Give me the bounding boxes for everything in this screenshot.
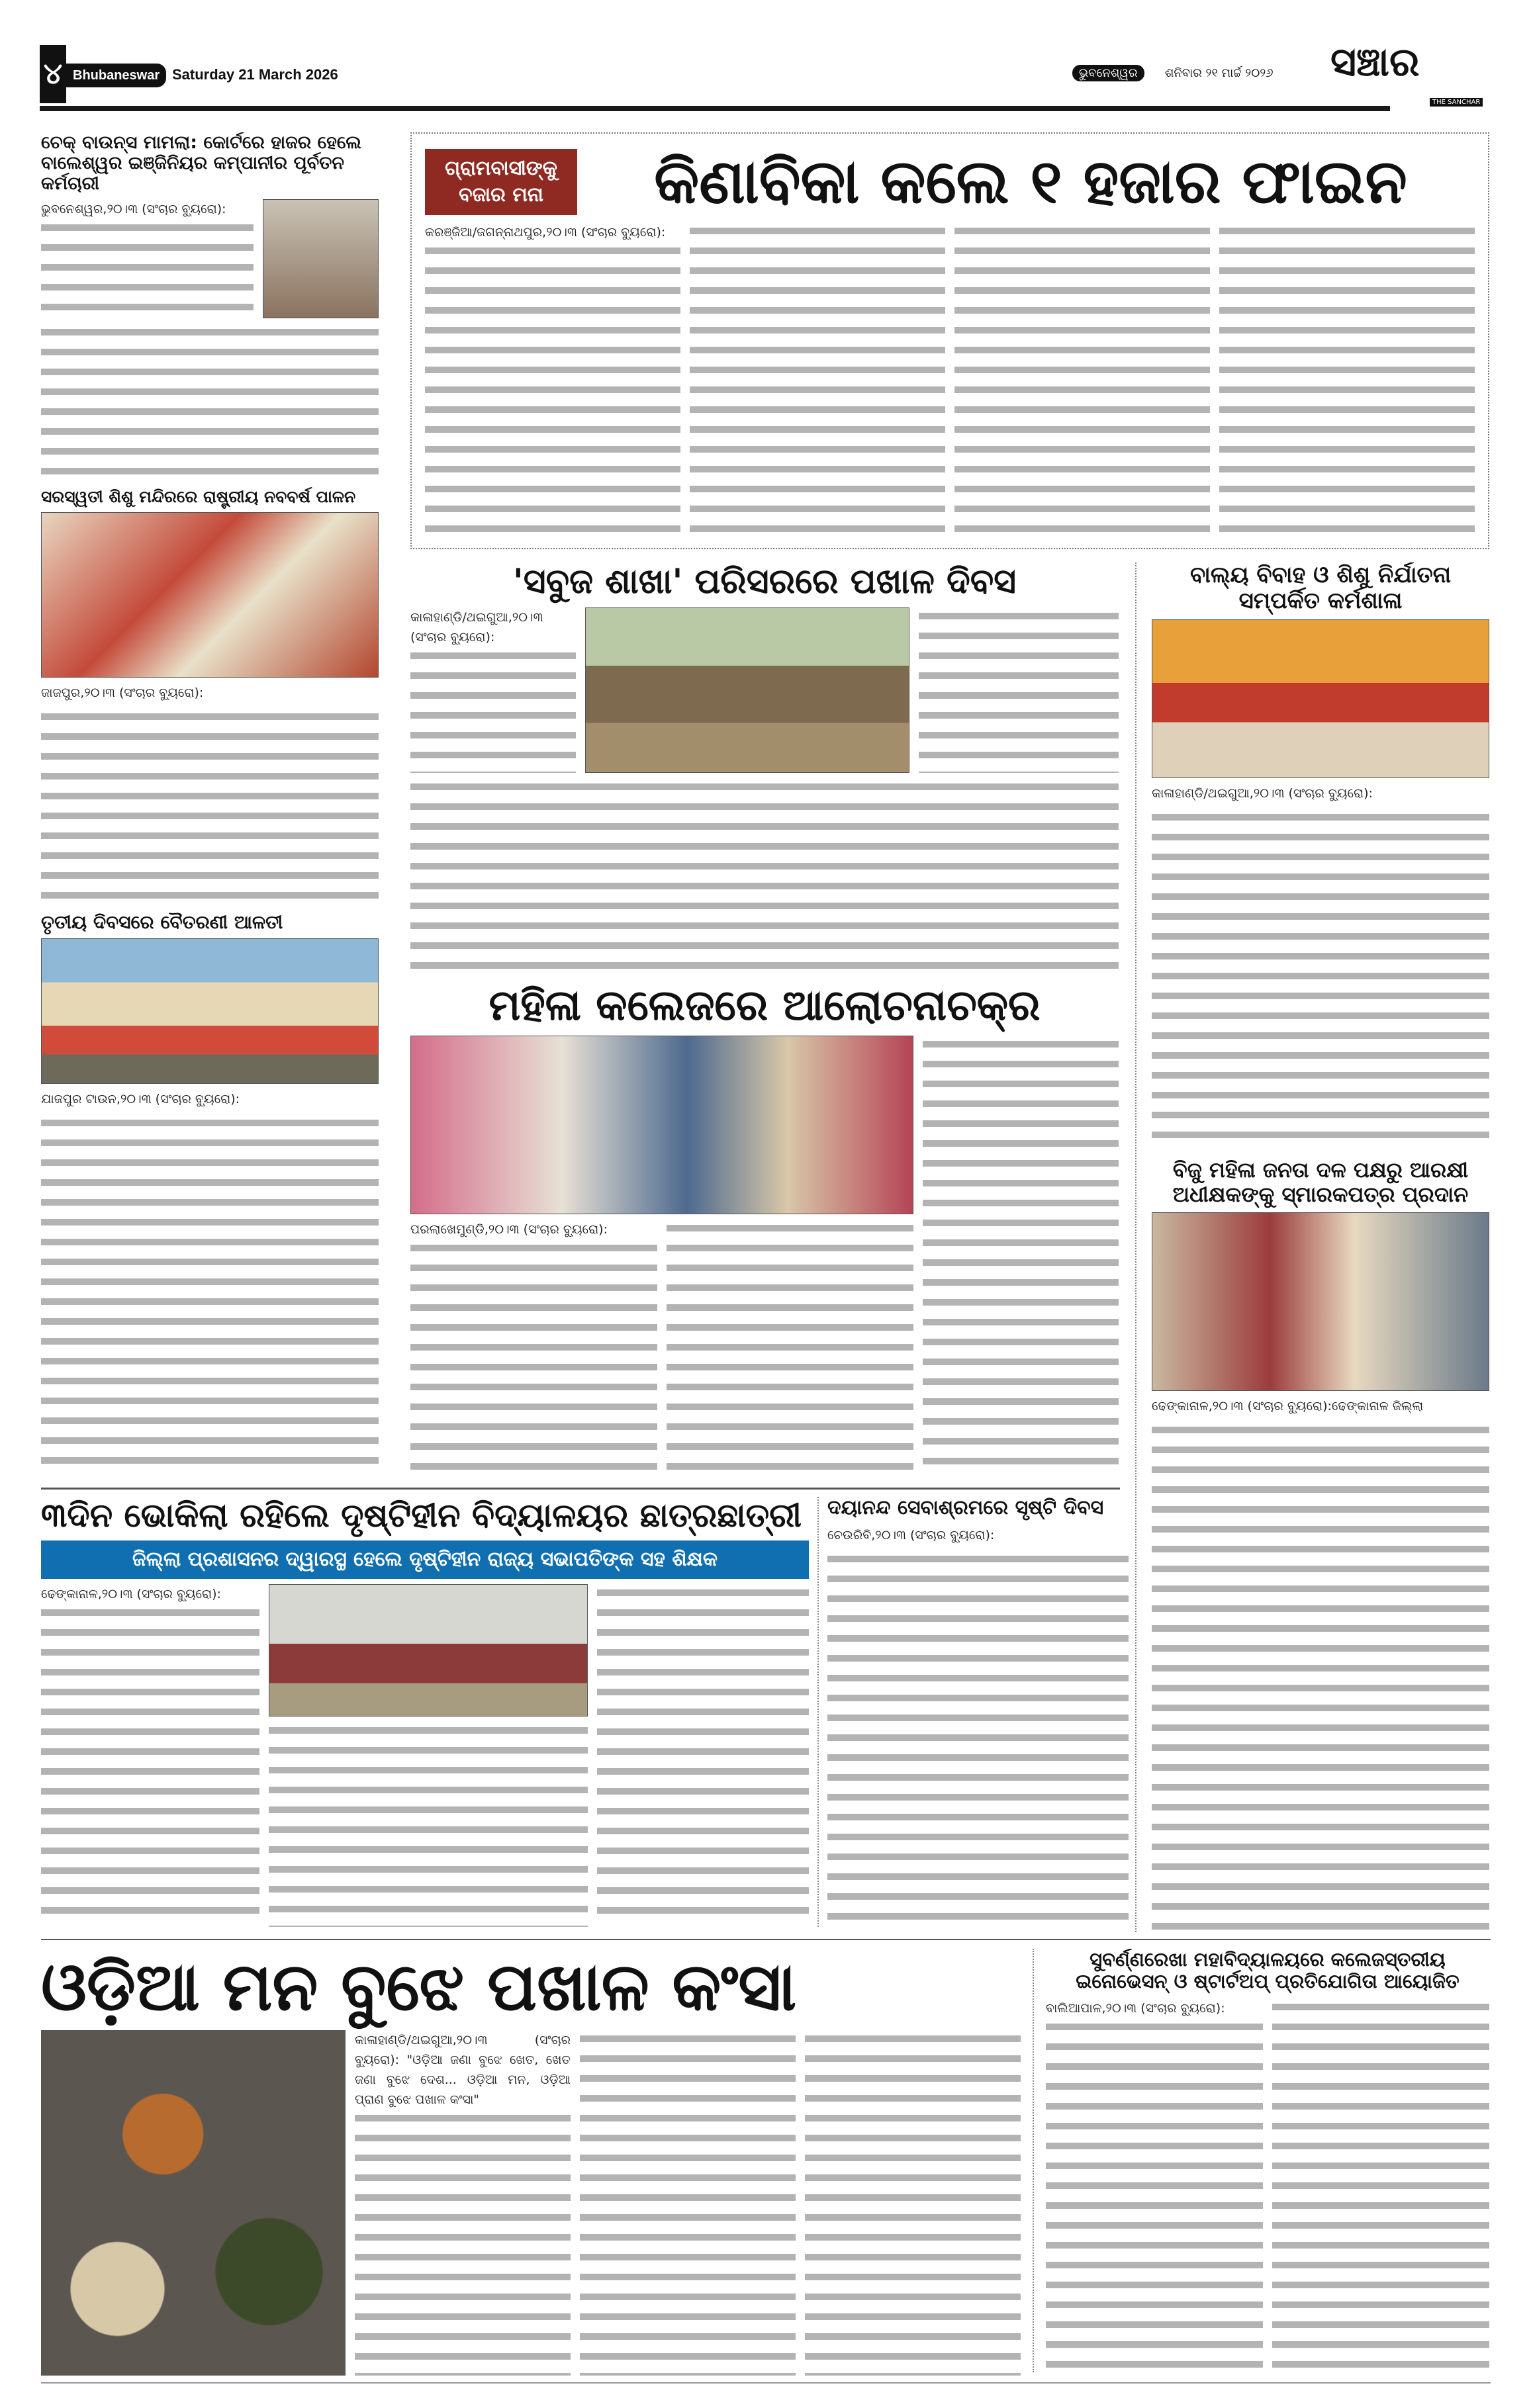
dateline: ଜାଜପୁର,୨୦।୩ (ସଂଚାର ବ୍ୟୁରୋ): [41, 685, 204, 700]
dateline: ଭୁବନେଶ୍ୱର,୨୦।୩ (ସଂଚାର ବ୍ୟୁରୋ): [41, 202, 226, 217]
blind-col-2 [269, 1584, 588, 1928]
lead-tag: ଗ୍ରାମବାସୀଙ୍କୁ ବଜାର ମନା [425, 149, 577, 215]
column-divider [1135, 562, 1137, 1932]
portrait-photo [263, 199, 379, 318]
pakhala-photo [41, 2030, 346, 2376]
pakhala-col-1 [355, 2030, 571, 2376]
body-text [667, 1220, 913, 1476]
lead-headline: କିଣାବିକା କଲେ ୧ ହଜାର ଫାଇନ [654, 146, 1407, 217]
blind-photo [269, 1584, 588, 1717]
headline-pakhala: ଓଡ଼ିଆ ମନ ବୁଝେ ପଖାଳ କଂସା [41, 1949, 797, 2026]
sabuja-photo [585, 607, 909, 773]
saraswati-photo [41, 512, 379, 678]
masthead-sub: THE SANCHAR [1430, 98, 1483, 107]
date-en: Saturday 21 March 2026 [172, 66, 338, 83]
date-or: ଶନିବାର ୨୧ ମାର୍ଚ୍ଚ ୨୦୨୬ [1165, 66, 1274, 80]
body-text [425, 242, 680, 535]
dayananda-article [827, 1497, 1129, 1927]
dateline: କରଞ୍ଜିଆ/ଜଗନ୍ନାଥପୁର,୨୦।୩ (ସଂଚାର ବ୍ୟୁରୋ): [425, 224, 666, 240]
headline-subarnarekha: ସୁବର୍ଣ୍ଣରେଖା ମହାବିଦ୍ୟାଳୟରେ କଲେଜସ୍ତରୀୟ ଇନୋଭେସନ୍ ଓ ଷ୍ଟାର୍ଟଅପ୍ ପ୍ରତିଯୋଗିତା ଆୟୋଜିତ [1076, 1949, 1460, 1993]
body-text [827, 1550, 1129, 1928]
body-text [269, 1722, 588, 1928]
blind-article [41, 1497, 809, 1927]
lead-col-1 [425, 222, 680, 535]
sabuja-text [410, 607, 576, 773]
mahila-main [410, 1036, 913, 1476]
subarnarekha-body [1046, 1998, 1489, 2376]
blind-col-1 [41, 1584, 259, 1928]
body-text [1272, 1998, 1489, 2376]
body-text [410, 778, 1119, 977]
pakhala-article [41, 1949, 1021, 2376]
body-text [690, 222, 945, 535]
headline-balya: ବାଲ୍ୟ ବିବାହ ଓ ଶିଶୁ ନିର୍ଯାତନା ସମ୍ପର୍କିତ କର୍ମଶାଳା [1189, 562, 1452, 615]
body-text [954, 222, 1210, 535]
mahila-row [410, 1036, 1119, 1476]
baitarani-photo [41, 938, 379, 1084]
body-text [597, 1584, 809, 1928]
city-badge: Bhubaneswar [66, 64, 166, 87]
mahila-col-1 [410, 1220, 657, 1476]
cheque-text [41, 199, 254, 318]
body-text [1152, 1421, 1489, 1932]
body-text [355, 2110, 571, 2376]
section-rule [41, 1488, 1120, 1490]
article-cheque [41, 199, 379, 318]
headline-cheque: ଚେକ୍ ବାଉନ୍ସ ମାମଲା: କୋର୍ଟରେ ହାଜର ହେଲେ ବାଲେଶ୍ୱର ଇଞ୍ଜିନିୟର କମ୍ପାନୀର ପୂର୍ବତନ କର୍ମଚାରୀ [41, 132, 361, 195]
page-header [40, 39, 1489, 111]
headline-sabuja: 'ସବୁଜ ଶାଖା' ପରିସରରେ ପଖାଳ ଦିବସ [512, 562, 1017, 602]
lead-heading-row [425, 147, 1475, 217]
body-text [1046, 2018, 1263, 2376]
body-text [805, 2030, 1021, 2376]
body-text [41, 219, 254, 318]
body-text [41, 1114, 379, 1476]
mahila-text [410, 1220, 913, 1476]
dateline: କାଳାହାଣ୍ଡି/ଥଇଗୁଆ,୨୦।୩ (ସଂଚାର ବ୍ୟୁରୋ): "ଓଡ଼ିଆ ଜଣା ବୁଝେ ଖେତ, ଖେତ ଜଣା ବୁଝେ ଦେଶ... ଓଡ଼ିଆ ମନ, ଓଡ଼ିଆ ପ୍ରାଣ ବୁଝେ ପଖାଳ କଂସା" [355, 2033, 571, 2107]
body-text [919, 607, 1119, 773]
column-divider [1033, 1949, 1034, 2372]
pakhala-body [41, 2030, 1021, 2376]
blind-subhead: ଜିଲ୍ଲା ପ୍ରଶାସନର ଦ୍ୱାରସ୍ଥ ହେଲେ ଦୃଷ୍ଟିହୀନ ରାଜ୍ୟ ସଭାପତିଙ୍କ ସହ ଶିକ୍ଷକ [41, 1540, 809, 1579]
headline-mahila: ମହିଳା କଲେଜରେ ଆଲୋଚନାଚକ୍ର [488, 981, 1041, 1030]
headline-blind: ୩ଦିନ ଭୋକିଲା ରହିଲେ ଦୃଷ୍ଟିହୀନ ବିଦ୍ୟାଳୟର ଛାତ୍ରଛାତ୍ରୀ [41, 1497, 802, 1535]
dateline: ଯାଜପୁର ଟାଉନ,୨୦।୩ (ସଂଚାର ବ୍ୟୁରୋ): [41, 1092, 240, 1107]
subarnarekha-col-1 [1046, 1998, 1263, 2376]
body-text [580, 2030, 796, 2376]
column-divider [817, 1497, 819, 1927]
dateline: ଢେଙ୍କାନାଳ,୨୦।୩ (ସଂଚାର ବ୍ୟୁରୋ):ଢେଙ୍କାନାଳ ଜିଲ୍ଲା [1152, 1398, 1424, 1413]
sabuja-row [410, 607, 1119, 773]
body-text [1219, 222, 1475, 535]
body-text [410, 647, 576, 773]
page-number: ୪ [40, 45, 66, 103]
body-text [41, 708, 379, 907]
body-text [1152, 809, 1489, 1146]
mahila-photo [410, 1036, 913, 1214]
left-column [41, 132, 379, 1476]
balya-photo [1152, 619, 1489, 778]
middle-column [410, 562, 1119, 1476]
right-column [1152, 562, 1489, 1932]
dateline: ଢେଙ୍କାନାଳ,୨୦।୩ (ସଂଚାର ବ୍ୟୁରୋ): [41, 1586, 221, 1601]
lead-article [410, 132, 1489, 549]
blind-body [41, 1584, 809, 1928]
subarnarekha-article [1046, 1949, 1489, 2376]
dateline: ଚେଉରିବି,୨୦।୩ (ସଂଚାର ବ୍ୟୁରୋ): [827, 1527, 995, 1542]
header-rule [40, 106, 1390, 111]
headline-saraswati: ସରସ୍ୱତୀ ଶିଶୁ ମନ୍ଦିରରେ ରାଷ୍ଟ୍ରୀୟ ନବବର୍ଷ ପାଳନ [41, 487, 356, 507]
body-text [410, 1239, 657, 1476]
headline-baitarani: ତୃତୀୟ ଦିବସରେ ବୈତରଣୀ ଆଳତୀ [41, 911, 283, 933]
dateline: ପରଲାଖେମୁଣ୍ଡି,୨୦।୩ (ସଂଚାର ବ୍ୟୁରୋ): [410, 1222, 608, 1237]
headline-biju: ବିଜୁ ମହିଳା ଜନତା ଦଳ ପକ୍ଷରୁ ଆରକ୍ଷୀ ଅଧୀକ୍ଷକଙ୍କୁ ସ୍ମାରକପତ୍ର ପ୍ରଦାନ [1172, 1157, 1469, 1207]
lead-body [425, 222, 1475, 535]
body-text [41, 1604, 259, 1928]
masthead-logo: ସଞ୍ଚାର [1330, 39, 1420, 85]
section-rule [41, 1939, 1491, 1940]
dateline: କାଳାହାଣ୍ଡି/ଥଇଗୁଆ,୨୦।୩ (ସଂଚାର ବ୍ୟୁରୋ): [1152, 786, 1373, 801]
body-text [41, 324, 379, 482]
city-or-badge: ଭୁବନେଶ୍ୱର [1072, 65, 1144, 81]
headline-dayananda: ଦୟାନନ୍ଦ ସେବାଶ୍ରମରେ ସୃଷ୍ଟି ଦିବସ [827, 1497, 1104, 1519]
biju-photo [1152, 1212, 1489, 1391]
footer-rule [41, 2382, 1491, 2384]
dateline: ବାଲିଆପାଳ,୨୦।୩ (ସଂଚାର ବ୍ୟୁରୋ): [1046, 2000, 1225, 2016]
dateline: କାଳାହାଣ୍ଡି/ଥଇଗୁଆ,୨୦।୩ (ସଂଚାର ବ୍ୟୁରୋ): [410, 609, 543, 645]
body-text [923, 1036, 1119, 1476]
